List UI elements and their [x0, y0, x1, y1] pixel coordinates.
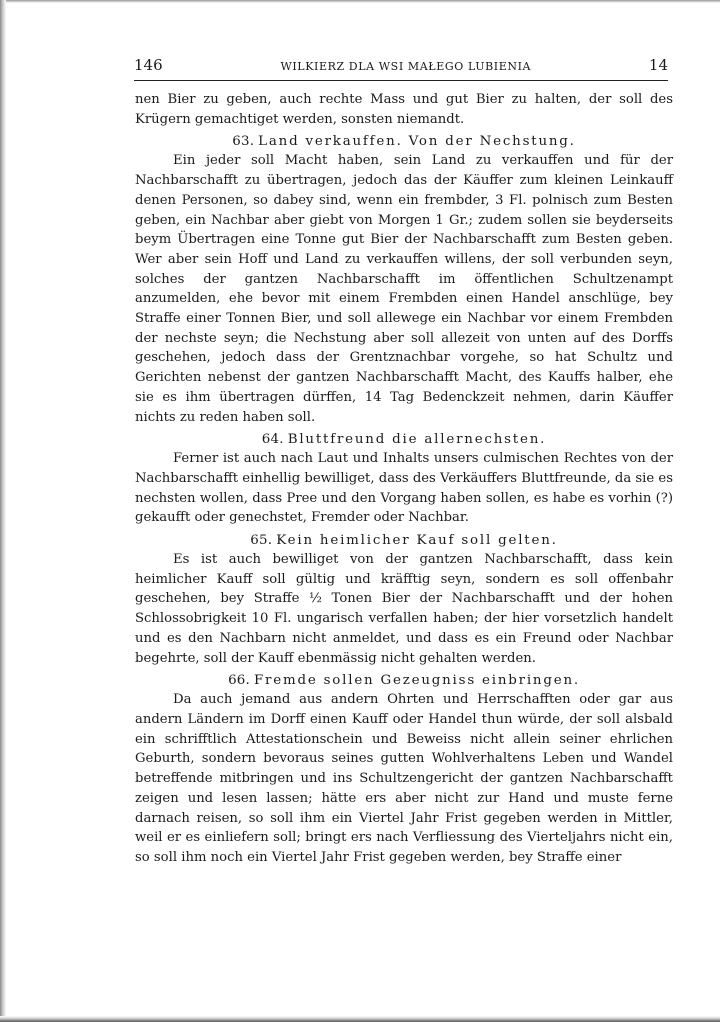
- section-63-title: Land verkauffen. Von der Nechstung.: [258, 134, 576, 150]
- section-66-number: 66.: [228, 673, 250, 689]
- scan-edge-bottom: [0, 1016, 720, 1022]
- section-63-number: 63.: [232, 134, 255, 150]
- section-65-title: Kein heimlicher Kauf soll gelten.: [276, 533, 558, 549]
- section-66-title: Fremde sollen Gezeugniss einbringen.: [253, 673, 580, 689]
- section-66-heading: [135, 668, 673, 690]
- section-65-heading: [135, 528, 673, 550]
- section-63-heading: [135, 129, 673, 151]
- section-64-number: 64.: [261, 432, 284, 448]
- header-rule: [134, 80, 668, 81]
- section-65-text: Es ist auch bewilliget von der gantzen Nachbarschafft, dass kein heimlicher Kauff soll gültig und kräfftig seyn, sondern es soll offenbahr geschehen, bey Straffe ½ Tonen Bier der Nachbarschafft und der hohen Schlossobrigkeit 10 Fl. ungarisch verfallen haben; der hier vorsetzlich handelt und es den Nachbarn nicht anmeldet, und dass es ein Freund oder Nachbar begehrte, soll der Kauff ebenmässig nicht gehalten werden.: [135, 552, 673, 666]
- page-body: [135, 90, 673, 868]
- section-66-text: Da auch jemand aus andern Ohrten und Herrschafften oder gar aus andern Ländern im Dorff einen Kauff oder Handel thun würde, der soll alsbald ein schrifftlich Attestationschein und Beweiss nicht allein seiner ehrlichen Geburth, sondern bevoraus seines gutten Wohlverhaltens Leben und Wandel betreffende mitbringen und ins Schultzengericht der gantzen Nachbarschafft zeigen und lesen lassen; hätte ers aber nicht zur Hand und muste ferne darnach reisen, so soll ihm ein Viertel Jahr Frist gegeben werden in Mittler, weil er es einliefern soll; bringt ers nach Verfliessung des Vierteljahrs nicht ein, so soll ihm noch ein Viertel Jahr Frist gegeben werden, bey Straffe einer: [135, 692, 673, 865]
- section-63-text: Ein jeder soll Macht haben, sein Land zu verkauffen und für der Nachbarschafft zu übertragen, jedoch das der Käuffer zum kleinen Leinkauff denen Personen, so dabey sind, wenn ein frembder, 3 Fl. polnisch zum Besten geben, ein Nachbar aber giebt von Morgen 1 Gr.; zudem sollen sie beyderseits beym Übertragen eine Tonne gut Bier der Nachbarschafft zum Besten geben. Wer aber sein Hoff und Land zu verkauffen willens, der soll verbunden seyn, solches der gantzen Nachbarschafft im öffentlichen Schultzenampt anzumelden, ehe bevor mit einem Frembden einen Handel anschlüge, bey Straffe einer Tonnen Bier, und soll allewege ein Nachbar vor einem Frembden der nechste seyn; die Nechstung aber soll allezeit von unten auf des Dorffs geschehen, jedoch dass der Grentznachbar vorgehe, so hat Schultz und Gerichten nebenst der gantzen Nachbarschafft Macht, des Kauffs halber, ehe sie es ihm übertragen dürffen, 14 Tag Bedenckzeit nehmen, darin Käuffer nichts zu reden haben soll.: [135, 153, 673, 425]
- section-64-text: Ferner ist auch nach Laut und Inhalts unsers culmischen Rechtes von der Nachbarschafft einhellig bewilliget, dass des Verkäuffers Bluttfreunde, da sie es nechsten wollen, dass Pree und den Vorgang haben sollen, es habe es vorhin (?) gekaufft oder genechstet, Fremder oder Nachbar.: [135, 451, 673, 526]
- scan-edge-left: [0, 0, 6, 1022]
- section-65-number: 65.: [250, 533, 273, 549]
- scan-edge-top: [0, 0, 720, 3]
- section-64-heading: [135, 427, 673, 449]
- running-title: WILKIERZ DLA WSI MAŁEGO LUBIENIA: [280, 60, 532, 73]
- running-header: [134, 56, 668, 76]
- page-number-right: 14: [648, 56, 668, 74]
- page-number-left: 146: [134, 56, 163, 74]
- section-64-title: Bluttfreund die allernechsten.: [287, 432, 547, 448]
- continuation-paragraph: nen Bier zu geben, auch rechte Mass und gut Bier zu halten, der soll des Krügern gemachtiget werden, sonsten niemandt.: [135, 92, 673, 127]
